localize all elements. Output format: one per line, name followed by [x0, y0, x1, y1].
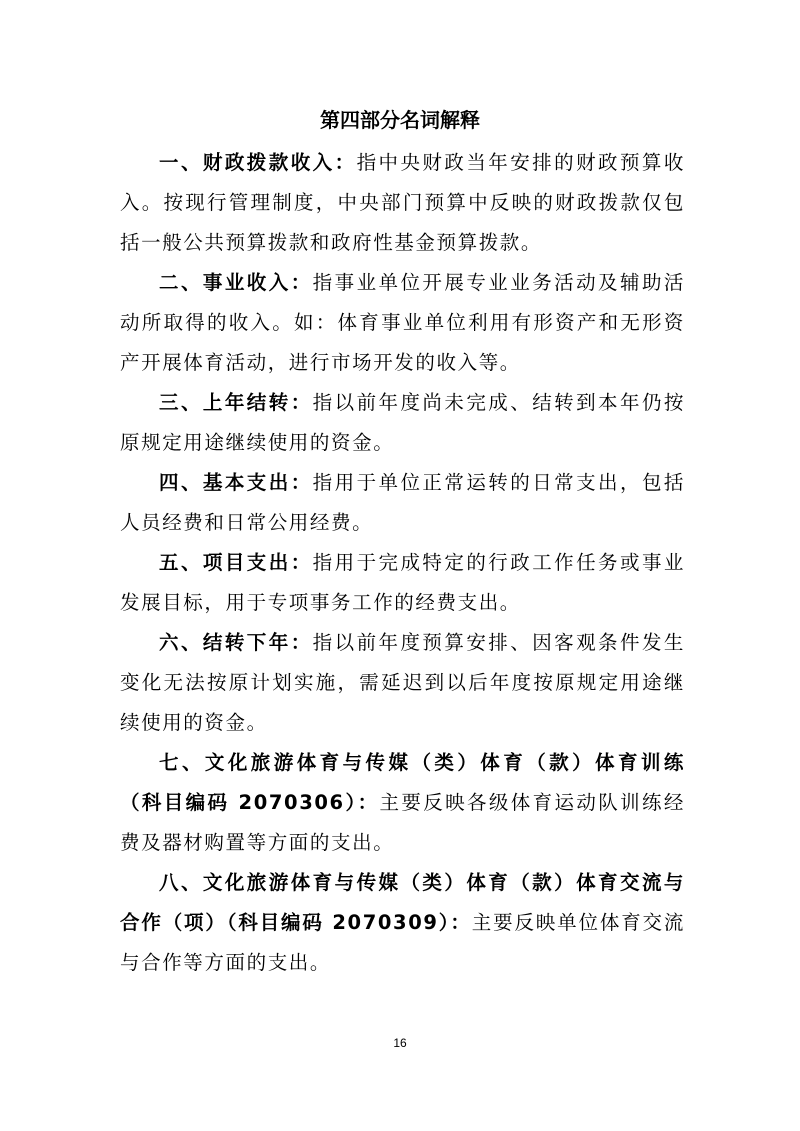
page-number: 16 — [393, 1036, 407, 1050]
definition-term: 五、项目支出： — [159, 551, 313, 574]
definition-paragraph — [120, 143, 685, 263]
definition-paragraph — [120, 863, 685, 983]
definition-text: 指用于完成特定的行政工作任务或事业发展目标，用于专项事务工作的经费支出。 — [120, 551, 686, 614]
definition-text: 指中央财政当年安排的财政预算收入。按现行管理制度，中央部门预算中反映的财政拨款仅包括一般公共预算拨款和政府性基金预算拨款。 — [120, 151, 685, 254]
definition-term: 八、文化旅游体育与传媒（类）体育（款）体育交流与合作（项）（科目编码 2070309）： — [120, 871, 685, 934]
definition-text: 指以前年度预算安排、因客观条件发生变化无法按原计划实施，需延迟到以后年度按原规定用途继续使用的资金。 — [120, 631, 686, 734]
definition-term: 四、基本支出： — [159, 471, 313, 494]
definition-text: 主要反映各级体育运动队训练经费及器材购置等方面的支出。 — [120, 791, 686, 854]
definition-term: 一、财政拨款收入： — [159, 151, 357, 174]
definition-text: 指以前年度尚未完成、结转到本年仍按原规定用途继续使用的资金。 — [120, 391, 686, 454]
definition-term: 七、文化旅游体育与传媒（类）体育（款）体育训练（科目编码 2070306）： — [120, 751, 685, 814]
definition-text: 指事业单位开展专业业务活动及辅助活动所取得的收入。如：体育事业单位利用有形资产和无形资产开展体育活动，进行市场开发的收入等。 — [120, 271, 686, 374]
definition-paragraph — [120, 383, 685, 463]
definition-paragraph — [120, 463, 685, 543]
document-body — [120, 143, 685, 983]
definition-term: 二、事业收入： — [159, 271, 313, 294]
definition-text: 主要反映单位体育交流与合作等方面的支出。 — [120, 911, 685, 974]
definition-term: 六、结转下年： — [159, 631, 313, 654]
definition-paragraph — [120, 743, 685, 863]
definition-paragraph — [120, 543, 685, 623]
page-title: 第四部分名词解释 — [320, 108, 480, 132]
definition-paragraph — [120, 263, 685, 383]
definition-term: 三、上年结转： — [159, 391, 313, 414]
definition-text: 指用于单位正常运转的日常支出，包括人员经费和日常公用经费。 — [120, 471, 686, 534]
definition-paragraph — [120, 623, 685, 743]
